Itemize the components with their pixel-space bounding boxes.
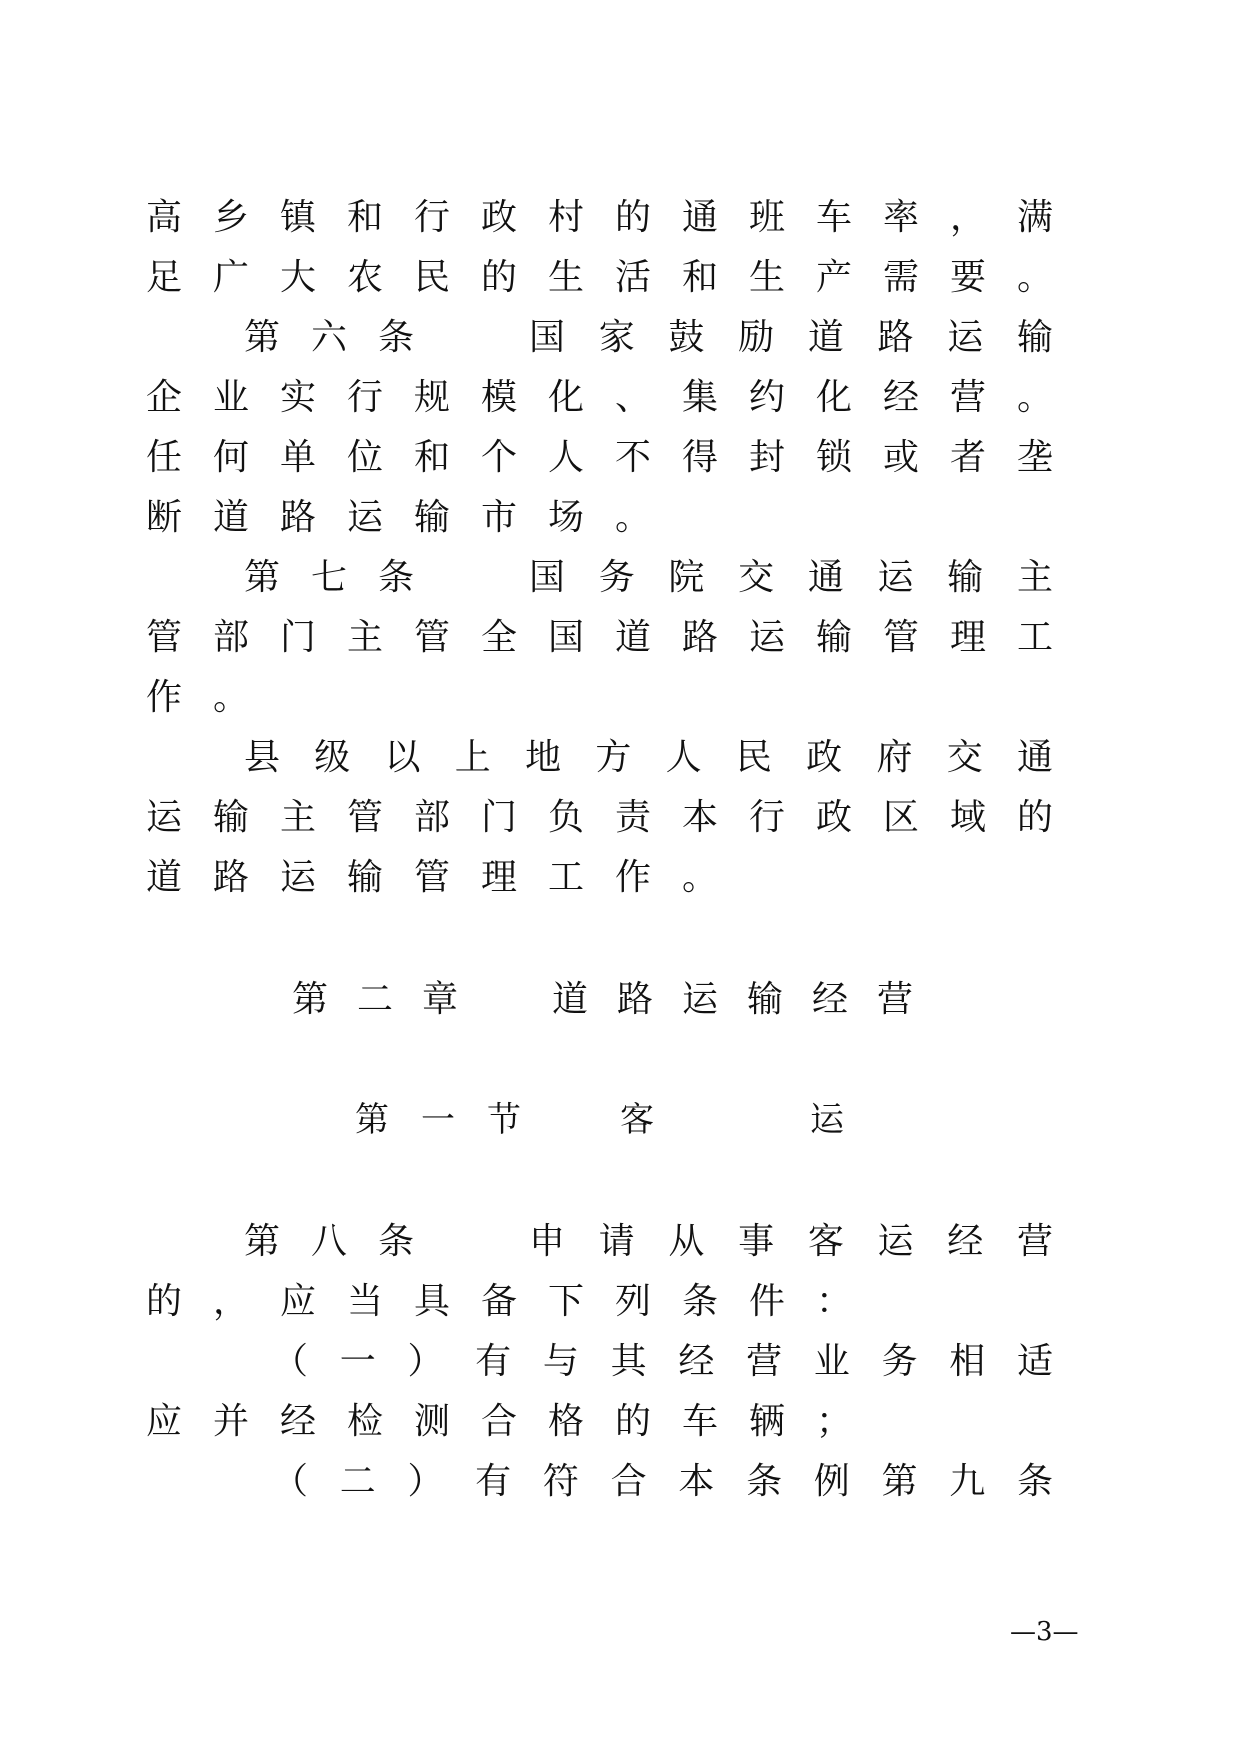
glyph: 和: [413, 437, 450, 478]
glyph: 路: [279, 497, 316, 538]
glyph: 位: [346, 437, 383, 478]
glyph: 镇: [279, 197, 316, 238]
glyph: 者: [949, 437, 986, 478]
glyph: 主: [1016, 557, 1053, 598]
glyph: 民: [735, 737, 772, 778]
glyph: 作: [145, 677, 182, 718]
glyph: 上: [454, 737, 491, 778]
glyph: 交: [946, 737, 983, 778]
glyph: 域: [949, 797, 986, 838]
glyph: 二: [339, 1461, 376, 1502]
glyph: 部: [212, 617, 249, 658]
glyph: 客: [807, 1221, 844, 1262]
glyph: 门: [279, 617, 316, 658]
glyph: 六: [310, 317, 347, 358]
glyph: 营: [746, 1341, 783, 1382]
glyph: 。: [212, 677, 249, 718]
glyph: 的: [614, 1401, 651, 1442]
glyph: 率: [882, 197, 919, 238]
item-line: [0, 1452, 1240, 1512]
glyph: 第: [881, 1461, 918, 1502]
glyph: 负: [547, 797, 584, 838]
glyph: 企: [145, 377, 182, 418]
glyph: 申: [528, 1221, 565, 1262]
glyph: 管: [346, 797, 383, 838]
glyph: 通: [1016, 737, 1053, 778]
glyph: 车: [681, 1401, 718, 1442]
glyph: 鼓: [668, 317, 705, 358]
glyph: 广: [212, 257, 249, 298]
glyph: 条: [377, 317, 414, 358]
glyph: 交: [738, 557, 775, 598]
body-line: [0, 608, 1240, 668]
glyph: 理: [949, 617, 986, 658]
glyph: 要: [949, 257, 986, 298]
article-line: [0, 1212, 1240, 1272]
glyph: 例: [813, 1461, 850, 1502]
glyph: 二: [356, 979, 393, 1020]
item-line: [0, 1332, 1240, 1392]
glyph: 当: [346, 1281, 383, 1322]
glyph: 主: [279, 797, 316, 838]
glyph: （: [271, 1461, 308, 1502]
glyph: 村: [547, 197, 584, 238]
glyph: 下: [547, 1281, 584, 1322]
glyph: 节: [487, 1100, 521, 1140]
glyph: 从: [668, 1221, 705, 1262]
glyph: 本: [681, 797, 718, 838]
glyph: 营: [876, 979, 913, 1020]
glyph: 家: [598, 317, 635, 358]
glyph: 或: [882, 437, 919, 478]
glyph: 业: [212, 377, 249, 418]
glyph: 全: [480, 617, 517, 658]
glyph: 活: [614, 257, 651, 298]
chapter-heading: [0, 970, 1240, 1030]
glyph: 实: [279, 377, 316, 418]
glyph: 适: [1016, 1341, 1053, 1382]
glyph: （: [271, 1341, 308, 1382]
glyph: 单: [279, 437, 316, 478]
glyph: 备: [480, 1281, 517, 1322]
glyph: 运: [748, 617, 785, 658]
glyph: 得: [681, 437, 718, 478]
glyph: 合: [610, 1461, 647, 1502]
body-line: [0, 368, 1240, 428]
glyph: 。: [614, 497, 651, 538]
glyph: 生: [748, 257, 785, 298]
glyph: 列: [614, 1281, 651, 1322]
glyph: 件: [748, 1281, 785, 1322]
glyph: 相: [949, 1341, 986, 1382]
glyph: 输: [815, 617, 852, 658]
glyph: 输: [1016, 317, 1053, 358]
glyph: 章: [421, 979, 458, 1020]
glyph: 输: [413, 497, 450, 538]
glyph: 。: [1016, 377, 1053, 418]
glyph: 人: [665, 737, 702, 778]
body-line: [0, 188, 1240, 248]
glyph: 七: [310, 557, 347, 598]
glyph: 市: [480, 497, 517, 538]
glyph: 行: [748, 797, 785, 838]
glyph: 工: [547, 857, 584, 898]
glyph: 断: [145, 497, 182, 538]
glyph: 高: [145, 197, 182, 238]
glyph: 道: [145, 857, 182, 898]
glyph: 级: [314, 737, 351, 778]
page-number: —3—: [1010, 1617, 1079, 1647]
glyph: 工: [1016, 617, 1053, 658]
article-line: [0, 308, 1240, 368]
glyph: 的: [480, 257, 517, 298]
glyph: 的: [1016, 797, 1053, 838]
glyph: 规: [413, 377, 450, 418]
glyph: 业: [813, 1341, 850, 1382]
glyph: 约: [748, 377, 785, 418]
glyph: 第: [291, 979, 328, 1020]
glyph: 应: [145, 1401, 182, 1442]
glyph: 本: [678, 1461, 715, 1502]
glyph: 个: [480, 437, 517, 478]
glyph: 经: [279, 1401, 316, 1442]
glyph: 。: [681, 857, 718, 898]
glyph: 模: [480, 377, 517, 418]
glyph: 管: [413, 617, 450, 658]
glyph: 政: [480, 197, 517, 238]
glyph: 管: [145, 617, 182, 658]
glyph: 行: [346, 377, 383, 418]
glyph: 道: [807, 317, 844, 358]
glyph: 与: [542, 1341, 579, 1382]
body-line: [0, 788, 1240, 848]
glyph: 政: [815, 797, 852, 838]
glyph: 方: [595, 737, 632, 778]
glyph: 经: [947, 1221, 984, 1262]
body-line: [0, 1272, 1240, 1332]
glyph: 场: [547, 497, 584, 538]
glyph: 一: [339, 1341, 376, 1382]
glyph: 责: [614, 797, 651, 838]
glyph: 锁: [815, 437, 852, 478]
glyph: 产: [815, 257, 852, 298]
glyph: 通: [681, 197, 718, 238]
glyph: 生: [547, 257, 584, 298]
glyph: 营: [949, 377, 986, 418]
glyph: 作: [614, 857, 651, 898]
glyph: 输: [212, 797, 249, 838]
glyph: 不: [614, 437, 651, 478]
glyph: 车: [815, 197, 852, 238]
glyph: 化: [815, 377, 852, 418]
glyph: 人: [547, 437, 584, 478]
glyph: 路: [616, 979, 653, 1020]
glyph: 九: [949, 1461, 986, 1502]
glyph: 务: [598, 557, 635, 598]
glyph: ，: [212, 1281, 249, 1322]
glyph: 何: [212, 437, 249, 478]
glyph: 务: [881, 1341, 918, 1382]
glyph: 有: [475, 1461, 512, 1502]
glyph: 应: [279, 1281, 316, 1322]
body-line: [0, 488, 1240, 548]
glyph: 理: [480, 857, 517, 898]
glyph: 集: [681, 377, 718, 418]
glyph: 门: [480, 797, 517, 838]
glyph: 合: [480, 1401, 517, 1442]
glyph: 输: [346, 857, 383, 898]
glyph: 通: [807, 557, 844, 598]
glyph: 第: [243, 317, 280, 358]
glyph: 测: [413, 1401, 450, 1442]
glyph: 路: [212, 857, 249, 898]
glyph: 事: [738, 1221, 775, 1262]
glyph: 化: [547, 377, 584, 418]
glyph: 主: [346, 617, 383, 658]
glyph: 输: [947, 557, 984, 598]
glyph: 任: [145, 437, 182, 478]
glyph: 乡: [212, 197, 249, 238]
glyph: 一: [421, 1100, 455, 1140]
body-line: [0, 428, 1240, 488]
glyph: 其: [610, 1341, 647, 1382]
body-line: [0, 848, 1240, 908]
glyph: 运: [877, 557, 914, 598]
body-line: [0, 1392, 1240, 1452]
glyph: 检: [346, 1401, 383, 1442]
glyph: 客: [620, 1100, 654, 1140]
glyph: ；: [815, 1401, 852, 1442]
glyph: 运: [346, 497, 383, 538]
glyph: 运: [681, 979, 718, 1020]
glyph: 并: [212, 1401, 249, 1442]
glyph: 有: [475, 1341, 512, 1382]
glyph: 的: [145, 1281, 182, 1322]
glyph: 经: [678, 1341, 715, 1382]
glyph: 第: [243, 557, 280, 598]
glyph: 管: [413, 857, 450, 898]
glyph: 条: [681, 1281, 718, 1322]
article-line: [0, 548, 1240, 608]
glyph: 路: [877, 317, 914, 358]
glyph: 运: [877, 1221, 914, 1262]
glyph: 道: [212, 497, 249, 538]
glyph: 封: [748, 437, 785, 478]
glyph: 区: [882, 797, 919, 838]
glyph: 第: [243, 1221, 280, 1262]
glyph: 满: [1016, 197, 1053, 238]
glyph: 经: [811, 979, 848, 1020]
glyph: 行: [413, 197, 450, 238]
glyph: 县: [243, 737, 280, 778]
glyph: 励: [738, 317, 775, 358]
glyph: 格: [547, 1401, 584, 1442]
glyph: 道: [614, 617, 651, 658]
glyph: 足: [145, 257, 182, 298]
glyph: 道: [551, 979, 588, 1020]
glyph: 部: [413, 797, 450, 838]
glyph: 的: [614, 197, 651, 238]
glyph: 第: [355, 1100, 389, 1140]
glyph: 具: [413, 1281, 450, 1322]
glyph: 垄: [1016, 437, 1053, 478]
glyph: 。: [1016, 257, 1053, 298]
glyph: ）: [407, 1341, 444, 1382]
glyph: 符: [542, 1461, 579, 1502]
glyph: 以: [384, 737, 421, 778]
body-line: [0, 668, 1240, 728]
glyph: 运: [145, 797, 182, 838]
glyph: 、: [614, 377, 651, 418]
glyph: 民: [413, 257, 450, 298]
body-line: [0, 248, 1240, 308]
glyph: 农: [346, 257, 383, 298]
glyph: 条: [746, 1461, 783, 1502]
glyph: 管: [882, 617, 919, 658]
glyph: 地: [525, 737, 562, 778]
glyph: 条: [377, 1221, 414, 1262]
glyph: 运: [810, 1100, 844, 1140]
glyph: 需: [882, 257, 919, 298]
glyph: 八: [310, 1221, 347, 1262]
glyph: 国: [547, 617, 584, 658]
glyph: 条: [1016, 1461, 1053, 1502]
glyph: 经: [882, 377, 919, 418]
glyph: 和: [346, 197, 383, 238]
glyph: 请: [598, 1221, 635, 1262]
glyph: 营: [1016, 1221, 1053, 1262]
glyph: ：: [815, 1281, 852, 1322]
glyph: 和: [681, 257, 718, 298]
section-heading: [0, 1090, 1240, 1150]
glyph: 政: [806, 737, 843, 778]
glyph: 班: [748, 197, 785, 238]
glyph: 大: [279, 257, 316, 298]
glyph: 条: [377, 557, 414, 598]
glyph: 辆: [748, 1401, 785, 1442]
glyph: ）: [407, 1461, 444, 1502]
glyph: 运: [947, 317, 984, 358]
glyph: 路: [681, 617, 718, 658]
glyph: 运: [279, 857, 316, 898]
glyph: 国: [528, 557, 565, 598]
glyph: 输: [746, 979, 783, 1020]
paragraph-line: [0, 728, 1240, 788]
glyph: 国: [528, 317, 565, 358]
glyph: 府: [876, 737, 913, 778]
glyph: 院: [668, 557, 705, 598]
glyph: ，: [949, 197, 986, 238]
